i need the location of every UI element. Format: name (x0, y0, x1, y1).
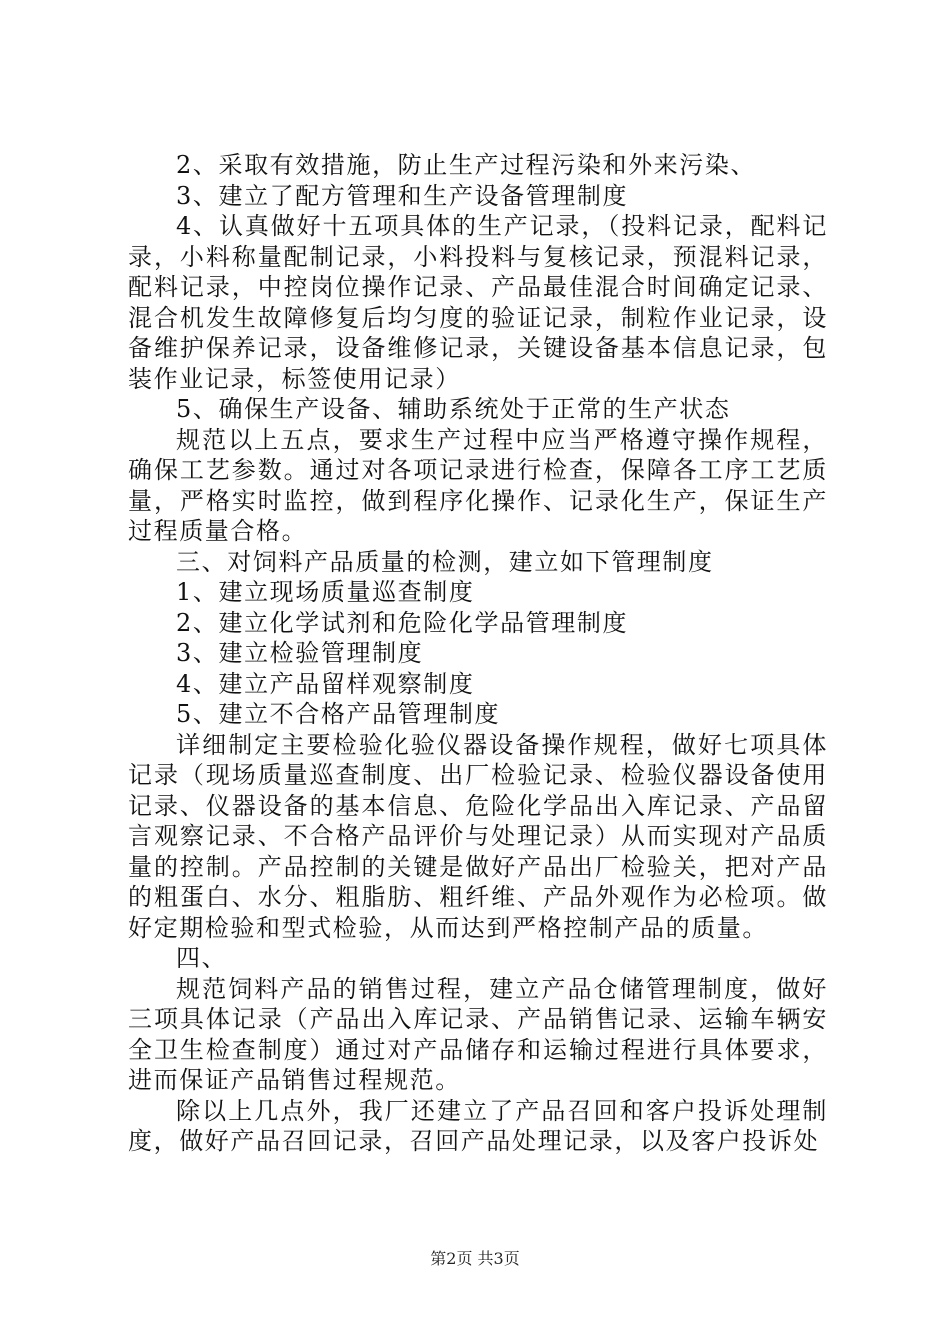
paragraph: 除以上几点外，我厂还建立了产品召回和客户投诉处理制度，做好产品召回记录，召回产品处理记录，以及客户投诉处 (128, 1096, 828, 1155)
list-item: 5、建立不合格产品管理制度 (176, 700, 501, 728)
list-item: 4、建立产品留样观察制度 (176, 669, 475, 698)
list-item: 3、建立检验管理制度 (176, 639, 424, 667)
list-item: 2、建立化学试剂和危险化学品管理制度 (176, 608, 629, 637)
paragraph: 2、采取有效措施，防止生产过程污染和外来污染、 (176, 151, 757, 179)
paragraph: 5、确保生产设备、辅助系统处于正常的生产状态 (176, 395, 731, 423)
section-heading: 三、对饲料产品质量的检测，建立如下管理制度 (176, 547, 714, 576)
section-heading: 四、 (176, 944, 228, 972)
paragraph: 3、建立了配方管理和生产设备管理制度 (176, 181, 629, 210)
page-number-footer: 第2页 共3页 (430, 1249, 520, 1268)
paragraph: 规范以上五点，要求生产过程中应当严格遵守操作规程，确保工艺参数。通过对各项记录进行检查，保障各工序工艺质量，严格实时监控，做到程序化操作、记录化生产，保证生产过程质量合格。 (128, 425, 828, 545)
paragraph: 规范饲料产品的销售过程，建立产品仓储管理制度，做好三项具体记录（产品出入库记录、产品销售记录、运输车辆安全卫生检查制度）通过对产品储存和运输过程进行具体要求，进而保证产品销售过程规范。 (128, 974, 828, 1094)
list-item: 1、建立现场质量巡查制度 (176, 578, 475, 606)
document-body (128, 150, 828, 1157)
paragraph: 详细制定主要检验化验仪器设备操作规程，做好七项具体记录（现场质量巡查制度、出厂检验记录、检验仪器设备使用记录、仪器设备的基本信息、危险化学品出入库记录、产品留言观察记录、不合格产品评价与处理记录）从而实现对产品质量的控制。产品控制的关键是做好产品出厂检验关，把对产品的粗蛋白、水分、粗脂肪、粗纤维、产品外观作为必检项。做好定期检验和型式检验，从而达到严格控制产品的质量。 (128, 730, 828, 942)
paragraph: 4、认真做好十五项具体的生产记录，（投料记录，配料记录，小料称量配制记录，小料投料与复核记录，预混料记录，配料记录，中控岗位操作记录、产品最佳混合时间确定记录、混合机发生故障修复后均匀度的验证记录，制粒作业记录，设备维护保养记录，设备维修记录，关键设备基本信息记录，包装作业记录，标签使用记录） (128, 212, 828, 393)
